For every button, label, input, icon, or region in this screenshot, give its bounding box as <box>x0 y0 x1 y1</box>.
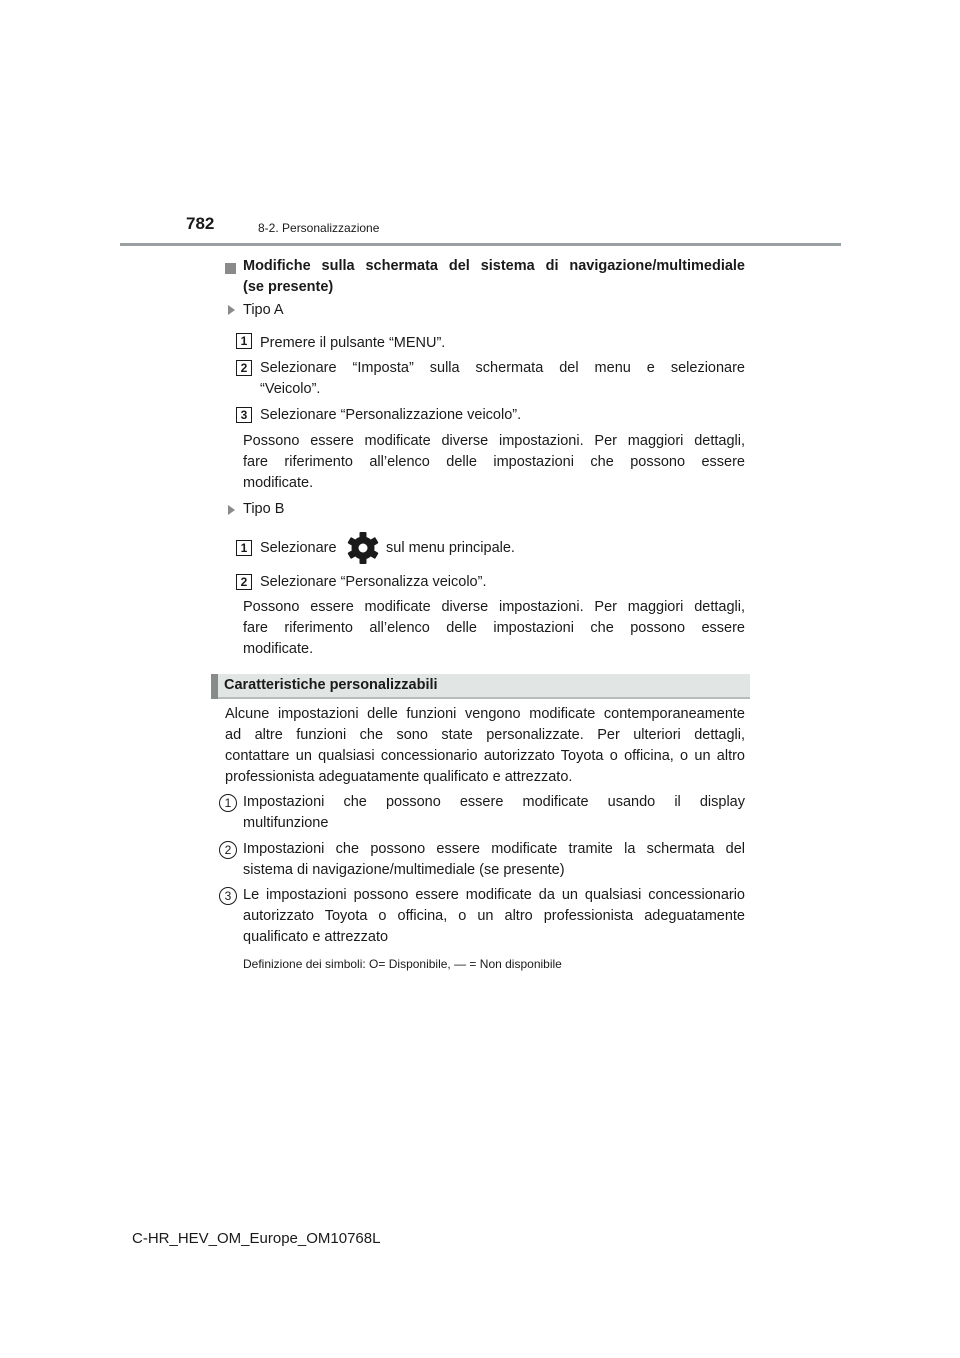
step-number-badge: 1 <box>236 540 252 556</box>
type-b-note-line-3: modificate. <box>243 641 314 657</box>
header-rule <box>120 243 841 246</box>
step-text: Selezionare “Imposta” sulla schermata del menu e selezionare <box>260 360 745 376</box>
item-text-continued: sistema di navigazione/multimediale (se presente) <box>243 862 565 878</box>
item-text-continued: multifunzione <box>243 815 329 831</box>
square-bullet-icon <box>225 263 236 274</box>
step-text: Premere il pulsante “MENU”. <box>260 335 446 351</box>
intro-line-2: ad altre funzioni che sono state personalizzate. Per ulteriori dettagli, <box>225 727 745 743</box>
step-text-after-icon: sul menu principale. <box>386 540 515 556</box>
step-number-badge: 3 <box>236 407 252 423</box>
type-a-note-line-1: Possono essere modificate diverse impostazioni. Per maggiori dettagli, <box>243 433 745 449</box>
intro-line-3: contattare un qualsiasi concessionario autorizzato Toyota o officina, o un altro <box>225 748 745 764</box>
triangle-bullet-icon <box>228 305 235 315</box>
section-banner-title: Caratteristiche personalizzabili <box>224 677 438 693</box>
step-number-badge: 2 <box>236 360 252 376</box>
step-text: Selezionare “Personalizzazione veicolo”. <box>260 407 522 423</box>
type-a-note-line-3: modificate. <box>243 475 314 491</box>
type-a-note-line-2: fare riferimento all’elenco delle impostazioni che possono essere <box>243 454 745 470</box>
item-text: Impostazioni che possono essere modificate tramite la schermata del <box>243 841 745 857</box>
type-a-label: Tipo A <box>243 302 284 318</box>
step-text-before-icon: Selezionare <box>260 540 337 556</box>
step-number-badge: 1 <box>236 333 252 349</box>
intro-line-1: Alcune impostazioni delle funzioni vengono modificate contemporaneamente <box>225 706 745 722</box>
triangle-bullet-icon <box>228 505 235 515</box>
gear-icon <box>346 531 380 565</box>
step-number-badge: 2 <box>236 574 252 590</box>
item-text-continued: autorizzato Toyota o officina, o un altro professionista adeguatamente <box>243 908 745 924</box>
page-number: 782 <box>186 214 215 233</box>
document-id: C-HR_HEV_OM_Europe_OM10768L <box>132 1230 381 1247</box>
symbol-legend: Definizione dei simboli: O= Disponibile, — = Non disponibile <box>243 957 562 971</box>
item-number-circle: 2 <box>219 841 237 859</box>
type-b-note-line-2: fare riferimento all’elenco delle impostazioni che possono essere <box>243 620 745 636</box>
item-number-circle: 1 <box>219 794 237 812</box>
section-title: 8-2. Personalizzazione <box>258 221 380 235</box>
type-b-note-line-1: Possono essere modificate diverse impostazioni. Per maggiori dettagli, <box>243 599 745 615</box>
step-text-continued: “Veicolo”. <box>260 381 321 397</box>
step-text: Selezionare “Personalizza veicolo”. <box>260 574 487 590</box>
intro-line-4: professionista adeguatamente qualificato e attrezzato. <box>225 769 573 785</box>
heading-line-2: (se presente) <box>243 279 334 295</box>
item-text: Le impostazioni possono essere modificate da un qualsiasi concessionario <box>243 887 745 903</box>
type-b-label: Tipo B <box>243 501 285 517</box>
item-number-circle: 3 <box>219 887 237 905</box>
banner-accent-bar <box>211 674 218 699</box>
item-text: Impostazioni che possono essere modificate usando il display <box>243 794 745 810</box>
heading-line-1: Modifiche sulla schermata del sistema di navigazione/multimediale <box>243 258 745 274</box>
item-text-continued: qualificato e attrezzato <box>243 929 389 945</box>
